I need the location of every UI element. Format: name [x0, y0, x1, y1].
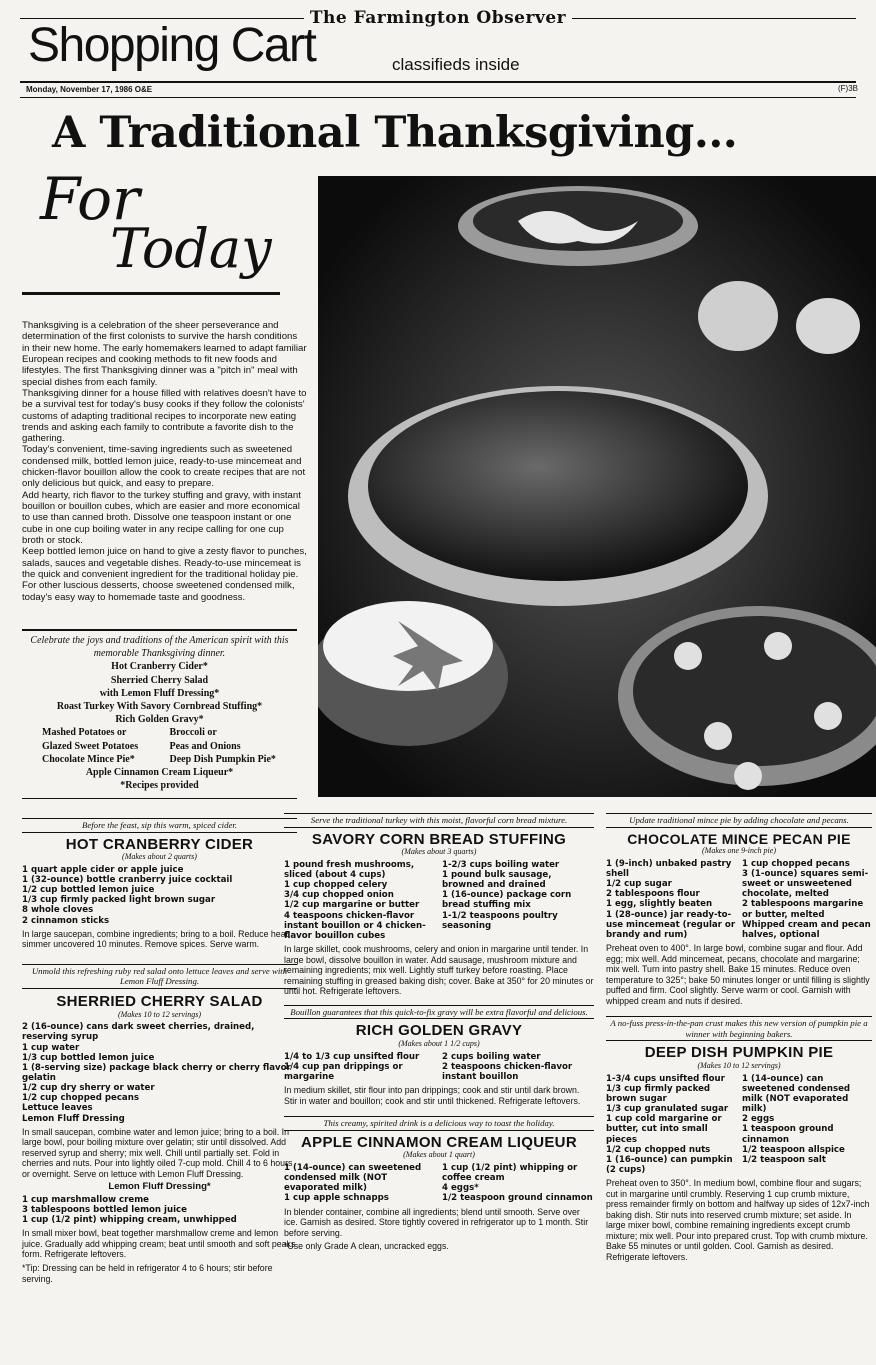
recipe-title: SAVORY CORN BREAD STUFFING — [311, 830, 567, 848]
recipe-lead: Serve the traditional turkey with this moist, flavorful corn bread mixture. — [284, 813, 594, 828]
menu-pair — [22, 726, 297, 739]
menu-item: Roast Turkey With Savory Cornbread Stuffing* — [56, 700, 263, 712]
photo-illustration — [318, 176, 876, 797]
script-title-today: Today — [110, 217, 272, 280]
recipe-title: RICH GOLDEN GRAVY — [355, 1022, 523, 1040]
ingredient: 3 tablespoons bottled lemon juice — [22, 1205, 187, 1216]
ingredient: Whipped cream and pecan halves, optional — [742, 919, 871, 940]
ingredient-list — [284, 1052, 594, 1082]
ingredient: 2 tablespoons margarine or butter, melted — [742, 899, 864, 920]
recipe-method: In blender container, combine all ingredients; blend until smooth. Serve over ice. Garnish as desired. Store tightly covered in refrigerator up to 1 month. Stir before serving. — [284, 1206, 589, 1238]
ingredient: 1/2 cup chopped pecans — [22, 1093, 139, 1104]
ingredient: 8 whole cloves — [22, 905, 94, 916]
intro-paragraph: Add hearty, rich flavor to the turkey stuffing and gravy, with instant bouillon or bouillon cubes, which are easier and more economical to use than canned broth. Dissolve one teaspoon instant or one cube in one cup boiling water in any recipe calling for one cup broth or stock. — [22, 489, 301, 546]
recipe-lead: Update traditional mince pie by adding chocolate and pecans. — [606, 813, 872, 828]
recipe-method: In large skillet, cook mushrooms, celery and onion in margarine until tender. In large bowl, dissolve bouillon in water. Add sausage, mushroom mixture and remaining ingredients; mix well. Lightly stuff turkey before roasting. Place remaining stuffing in greased baking dish; cover. Bake at 350° for 20 minutes or until hot. Refrigerate leftovers. — [284, 944, 594, 997]
ingredient: 2 eggs — [742, 1114, 775, 1125]
page-number: (F)3B — [838, 84, 858, 93]
menu-item: Broccoli or — [169, 727, 217, 739]
menu-item: Hot Cranberry Cider* — [111, 661, 208, 673]
ingredient: 1 pound bulk sausage, browned and drained — [442, 870, 552, 891]
newspaper-name: The Farmington Observer — [0, 8, 876, 28]
recipe-method: Preheat oven to 350°. In medium bowl, combine flour and sugars; cut in margarine until crumbly. Reserving 1 cup crumb mixture, press remainder firmly on bottom and halfway up sides of 12x7-inch baking dish. Stir nuts into reserved crumb mixture; set aside. In large mixer bowl, combine remaining ingredients except crumb mixture; mix well. Pour into prepared crust. Top with crumb mixture. Bake 55 minutes or until golden. Cool. Garnish as desired. Refrigerate leftovers. — [606, 1178, 870, 1262]
menu-item: Deep Dish Pumpkin Pie* — [169, 753, 276, 765]
ingredient: 1 cup marshmallow creme — [22, 1194, 149, 1205]
ingredient: 1 pound fresh mushrooms, sliced (about 4 cups) — [284, 859, 415, 881]
dateline-rule — [20, 97, 856, 98]
intro-paragraph: Keep bottled lemon juice on hand to give a zesty flavor to punches, salads, sauces and vegetable dishes. Ready-to-use mincemeat is the quick and convenient ingredient for the traditional holiday pie. For other luscious desserts, choose sweetened condensed milk, today's easy way to homemade taste and goodness. — [22, 546, 307, 603]
ingredient: 1/3 cup firmly packed light brown sugar — [22, 895, 216, 906]
intro-paragraph: Thanksgiving dinner for a house filled with relatives doesn't have to be a survival test for today's busy cooks if they follow the colonists' customs of adapting traditional recipes to incorporate new eating trends and asking each family to contribute a favorite dish to the gathering. — [22, 387, 307, 445]
ingredient: 1/2 teaspoon ground cinnamon — [442, 1193, 593, 1204]
recipe-yield: (Makes 10 to 12 servings) — [697, 1061, 781, 1071]
ingredient: 1/3 cup firmly packed brown sugar — [606, 1083, 711, 1104]
menu-item: Peas and Onions — [169, 740, 241, 752]
recipe-title: DEEP DISH PUMPKIN PIE — [644, 1044, 834, 1062]
ingredient: Lettuce leaves — [22, 1103, 93, 1114]
ingredient: 4 eggs* — [442, 1183, 479, 1194]
ingredient: 1/2 teaspoon allspice — [742, 1144, 845, 1155]
menu-bottom-rule — [22, 798, 297, 799]
recipe-yield: (Makes about 1 quart) — [403, 1150, 475, 1160]
ingredient: 1 (14-ounce) can sweetened condensed milk (NOT evaporated milk) — [284, 1163, 422, 1194]
menu-box — [22, 634, 297, 792]
ingredient: 1/3 cup granulated sugar — [606, 1104, 729, 1115]
ingredient: 1 cup (1/2 pint) whipping cream, unwhipped — [22, 1215, 237, 1226]
menu-item: Chocolate Mince Pie* — [42, 753, 135, 765]
recipe-title: APPLE CINNAMON CREAM LIQUEUR — [301, 1133, 577, 1151]
menu-note: *Recipes provided — [120, 780, 199, 792]
ingredient: 4 teaspoons chicken-flavor instant bouillon or 4 chicken-flavor bouillon cubes — [284, 910, 426, 941]
menu-item: Apple Cinnamon Cream Liqueur* — [85, 766, 234, 778]
ingredient-list — [22, 865, 297, 926]
header-rule — [20, 81, 856, 83]
recipe-lead: Before the feast, sip this warm, spiced cider. — [22, 818, 297, 833]
recipe-yield: (Makes 10 to 12 servings) — [117, 1009, 202, 1019]
menu-rule — [22, 629, 297, 631]
section-tagline: classifieds inside — [392, 55, 520, 74]
ingredient: 2 (16-ounce) cans dark sweet cherries, drained, reserving syrup — [22, 1022, 255, 1043]
recipe-title: SHERRIED CHERRY SALAD — [56, 992, 263, 1010]
headline: A Traditional Thanksgiving... — [52, 108, 738, 158]
menu-item: Sherried Cherry Salad — [110, 674, 209, 686]
ingredient: 3/4 cup chopped onion — [284, 890, 394, 901]
recipe-tip: *Tip: Dressing can be held in refrigerator 4 to 6 hours; stir before serving. — [22, 1262, 273, 1284]
script-title-for: For — [40, 165, 140, 233]
intro-paragraph: Thanksgiving is a celebration of the sheer perseverance and determination of the first colonists to survive the harsh conditions in their new home. The early homemakers learned to adapt familiar European recipes and cooking methods to fit new foods and lifestyles. The first Thanksgiving dinner was a "pitch in" meal with special dishes from each family. — [22, 320, 307, 388]
ingredient: 1 cup (1/2 pint) whipping or coffee cream — [442, 1163, 578, 1184]
recipe-lead: This creamy, spirited drink is a delicious way to toast the holiday. — [284, 1116, 594, 1131]
ingredient-list — [22, 1022, 297, 1123]
recipe-column-1 — [22, 818, 297, 1284]
ingredient: 1-2/3 cups boiling water — [442, 859, 560, 870]
ingredient: 1 (14-ounce) can sweetened condensed milk (NOT evaporated milk) — [742, 1073, 851, 1115]
ingredient: 1/2 cup margarine or butter — [284, 900, 420, 911]
recipe-title: CHOCOLATE MINCE PECAN PIE — [627, 830, 851, 847]
menu-lead: Celebrate the joys and traditions of the American spirit with this memorable Thanksgiving dinner. — [30, 635, 289, 660]
ingredient: 1 cup apple schnapps — [284, 1193, 389, 1204]
ingredient: 1/4 cup pan drippings or margarine — [284, 1061, 403, 1082]
dateline: Monday, November 17, 1986 O&E — [26, 85, 153, 94]
menu-item: Glazed Sweet Potatoes — [42, 740, 139, 752]
ingredient-list — [284, 1163, 594, 1204]
ingredient: 1 cup chopped pecans — [742, 858, 850, 869]
ingredient: 2 tablespoons flour — [606, 889, 700, 900]
recipe-yield: (Makes about 3 quarts) — [401, 847, 477, 857]
recipe-lead: Bouillon guarantees that this quick-to-fix gravy will be extra flavorful and delicious. — [284, 1005, 594, 1020]
recipe-method: In small saucepan, combine water and lemon juice; bring to a boil. In large bowl, pour boiling mixture over gelatin; stir until dissolved. Add reserved syrup and sherry; mix well. Chill until partially set. Fold in cherries and nuts. Pour into lightly oiled 7-cup mold. Chill 4 to 6 hours or overnight. Serve on lettuce with Lemon Fluff Dressing. — [22, 1126, 293, 1179]
ingredient: 1 cup water — [22, 1042, 80, 1053]
intro-paragraph: Today's convenient, time-saving ingredients such as sweetened condensed milk, bottled lemon juice, ready-to-use mincemeat and chicken-flavor bouillon allow the cook to create recipes that are not only delicious but quick, and easy to prepare. — [22, 444, 306, 490]
intro-text — [22, 320, 307, 603]
ingredient: 2 cups boiling water — [442, 1051, 541, 1062]
ingredient: 1/2 teaspoon salt — [742, 1154, 826, 1165]
recipe-method: In small mixer bowl, beat together marshmallow creme and lemon juice. Gradually add whipping cream; beat until smooth and soft peaks form. Refrigerate leftovers. — [22, 1228, 296, 1260]
ingredient: 1-3/4 cups unsifted flour — [606, 1073, 725, 1084]
ingredient-list — [606, 1074, 872, 1175]
ingredient-list — [606, 859, 872, 940]
ingredient: 1/2 cup bottled lemon juice — [22, 885, 155, 896]
ingredient: 1-1/2 teaspoons poultry seasoning — [442, 910, 558, 931]
ingredient-list — [284, 860, 594, 941]
section-title: Shopping Cart — [28, 19, 316, 72]
ingredient: 1 (32-ounce) bottle cranberry juice cocktail — [22, 875, 233, 886]
dressing-title: Lemon Fluff Dressing* — [108, 1181, 211, 1193]
recipe-column-3 — [606, 813, 872, 1262]
ingredient: 2 teaspoons chicken-flavor instant bouillon — [442, 1061, 573, 1082]
ingredient-list — [22, 1195, 297, 1225]
ingredient: 1 (16-ounce) can pumpkin (2 cups) — [606, 1154, 733, 1175]
ingredient: 1/2 cup chopped nuts — [606, 1144, 711, 1155]
ingredient: 1/2 cup dry sherry or water — [22, 1083, 155, 1094]
ingredient: 1 cup chopped celery — [284, 880, 388, 891]
recipe-lead: Unmold this refreshing ruby red salad onto lettuce leaves and serve with Lemon Fluff Dressing. — [22, 964, 297, 989]
menu-item: with Lemon Fluff Dressing* — [99, 687, 220, 699]
ingredient: 1 quart apple cider or apple juice — [22, 864, 184, 875]
ingredient: 1/4 to 1/3 cup unsifted flour — [284, 1051, 420, 1062]
recipe-title: HOT CRANBERRY CIDER — [65, 835, 254, 853]
recipe-method: In medium skillet, stir flour into pan drippings; cook and stir until dark brown. Stir in water and bouillon; cook and stir until thickened. Refrigerate leftovers. — [284, 1085, 581, 1106]
recipe-note: *Use only Grade A clean, uncracked eggs. — [284, 1241, 449, 1252]
recipe-method: In large saucepan, combine ingredients; bring to a boil. Reduce heat; simmer uncovered 10 minutes. Remove spices. Serve warm. — [22, 928, 291, 950]
menu-pair — [22, 740, 297, 753]
ingredient: 1 teaspoon ground cinnamon — [742, 1124, 834, 1145]
ingredient: 1 egg, slightly beaten — [606, 899, 713, 910]
ingredient: 3 (1-ounce) squares semi-sweet or unsweetened chocolate, melted — [742, 868, 869, 900]
thanksgiving-dinner-photo — [318, 176, 876, 797]
ingredient: 1/3 cup bottled lemon juice — [22, 1052, 155, 1063]
ingredient: 1 (9-inch) unbaked pastry shell — [606, 858, 732, 879]
recipe-yield: (Makes about 2 quarts) — [122, 852, 197, 862]
recipe-yield: (Makes one 9-inch pie) — [702, 846, 776, 856]
recipe-method: Preheat oven to 400°. In large bowl, combine sugar and flour. Add egg; mix well. Add mincemeat, pecans, chocolate and margarine; mix well. Turn into pastry shell. Bake 15 minutes. Reduce oven temperature to 325°; bake 50 minutes longer or until filling is slightly puffed and firm. Cool slightly. Serve warm or cool. Garnish with whipped cream and nuts if desired. — [606, 942, 870, 1006]
ingredient: 1 cup cold margarine or butter, cut into small pieces — [606, 1114, 722, 1145]
ingredient: 1 (16-ounce) package corn bread stuffing mix — [442, 890, 572, 911]
ingredient: 1/2 cup sugar — [606, 879, 672, 890]
recipe-column-2 — [284, 813, 594, 1252]
ingredient: 2 cinnamon sticks — [22, 915, 110, 926]
ingredient: 1 (28-ounce) jar ready-to-use mincemeat (regular or brandy and rum) — [606, 909, 736, 940]
menu-pair — [22, 753, 297, 766]
recipe-yield: (Makes about 1 1/2 cups) — [398, 1039, 480, 1049]
ingredient: 1 (8-serving size) package black cherry or cherry flavor gelatin — [22, 1062, 291, 1083]
ingredient: Lemon Fluff Dressing — [22, 1113, 125, 1124]
script-rule — [22, 292, 280, 295]
menu-item: Rich Golden Gravy* — [115, 714, 204, 726]
recipe-lead: A no-fuss press-in-the-pan crust makes this new version of pumpkin pie a winner with beginning bakers. — [606, 1016, 872, 1041]
menu-item: Mashed Potatoes or — [42, 727, 127, 739]
